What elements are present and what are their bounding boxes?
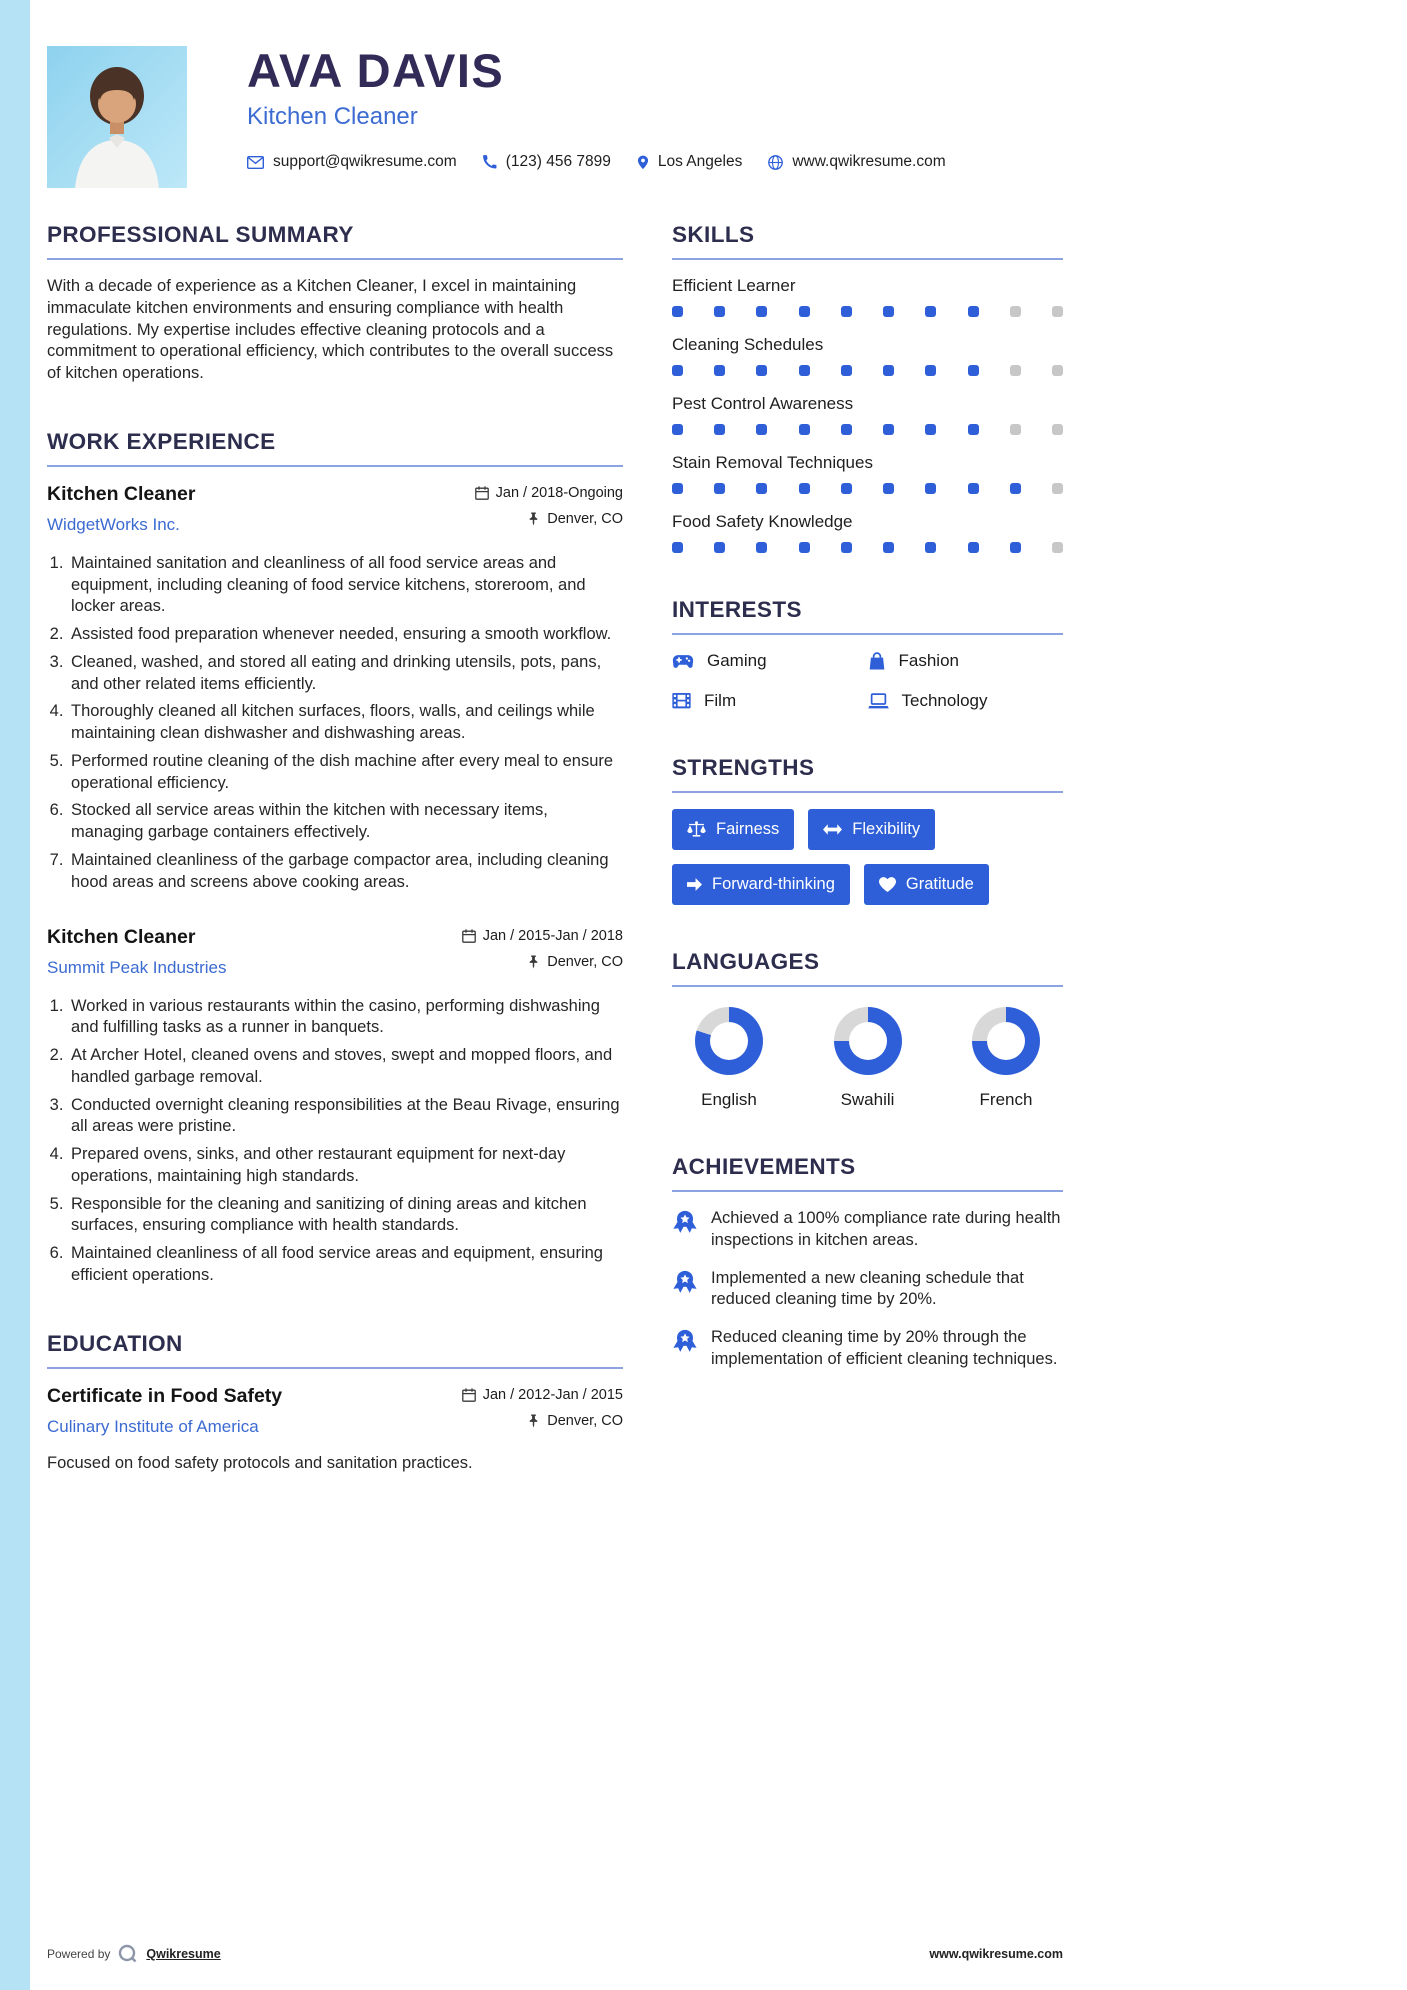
section-languages — [672, 949, 1063, 1110]
skill-rating — [672, 542, 1063, 553]
skill-item — [672, 335, 1063, 376]
skill-dot — [714, 424, 725, 435]
contact-website — [768, 153, 945, 171]
double-arrow-icon — [823, 824, 842, 835]
skill-dot — [756, 483, 767, 494]
skill-rating — [672, 424, 1063, 435]
summary-text: With a decade of experience as a Kitchen Cleaner, I excel in maintaining immaculate kitchen environments and ensuring compliance with health regulations. My expertise includes effective cleaning protocols and a commitment to operational efficiency, which contributes to the overall success of kitchen operations. — [47, 277, 614, 383]
skill-dot — [841, 483, 852, 494]
website-text[interactable]: www.qwikresume.com — [792, 153, 946, 171]
skill-label: Pest Control Awareness — [672, 394, 854, 413]
skill-dot — [841, 365, 852, 376]
language-label: Swahili — [840, 1090, 895, 1109]
skill-dot — [841, 424, 852, 435]
job-meta — [462, 926, 623, 980]
skill-dot — [925, 424, 936, 435]
strength-chip — [672, 864, 850, 905]
strengths-heading: STRENGTHS — [672, 755, 1063, 793]
skill-dot — [1010, 483, 1021, 494]
skill-dot — [1052, 483, 1063, 494]
footer-website: www.qwikresume.com — [929, 1947, 1063, 1961]
company-name: WidgetWorks Inc. — [47, 514, 180, 534]
job-bullet: 3. Conducted overnight cleaning responsibilities at the Beau Rivage, ensuring all areas were pristine. — [68, 1095, 623, 1139]
skill-item — [672, 394, 1063, 435]
language-donut — [834, 1007, 902, 1075]
gamepad-icon — [672, 654, 694, 669]
skill-dot — [1052, 306, 1063, 317]
skill-dot — [968, 365, 979, 376]
skill-dot — [925, 483, 936, 494]
job-bullet: 6. Stocked all service areas within the kitchen with necessary items, managing garbage containers effectively. — [68, 800, 623, 844]
left-accent-strip — [0, 0, 30, 1990]
skill-label: Cleaning Schedules — [672, 335, 824, 354]
strength-chip — [808, 809, 935, 850]
job-title: Kitchen Cleaner — [47, 482, 196, 505]
skill-item — [672, 276, 1063, 317]
qwikresume-link[interactable]: Qwikresume — [146, 1947, 221, 1961]
award-icon — [672, 1329, 698, 1355]
summary-heading: PROFESSIONAL SUMMARY — [47, 222, 623, 260]
job-bullet: 3. Cleaned, washed, and stored all eating and drinking utensils, pots, pans, and other related items efficiently. — [68, 652, 623, 696]
section-professional-summary — [47, 222, 623, 385]
globe-icon — [768, 155, 783, 170]
job-bullet: 6. Maintained cleanliness of all food service areas and equipment, ensuring efficient operations. — [68, 1243, 623, 1287]
job-entry — [47, 926, 623, 1287]
job-bullet: 2. At Archer Hotel, cleaned ovens and stoves, swept and mopped floors, and handled garbage removal. — [68, 1045, 623, 1089]
skills-heading: SKILLS — [672, 222, 1063, 260]
language-donut — [972, 1007, 1040, 1075]
pushpin-icon — [527, 955, 540, 969]
laptop-icon — [868, 693, 889, 709]
job-bullet: 5. Performed routine cleaning of the dish machine after every meal to ensure operational efficiency. — [68, 751, 623, 795]
location-pin-icon — [637, 155, 649, 170]
education-location-text: Denver, CO — [547, 1412, 623, 1429]
job-bullets — [47, 553, 623, 894]
education-dates — [462, 1387, 623, 1403]
education-header — [47, 1385, 623, 1439]
skill-dot — [883, 483, 894, 494]
achievement-item — [672, 1327, 1063, 1371]
achievement-item — [672, 1208, 1063, 1252]
education-location — [462, 1413, 623, 1429]
interest-label: Fashion — [898, 651, 959, 670]
job-title-block — [47, 926, 227, 978]
skill-dot — [799, 365, 810, 376]
skill-dot — [672, 483, 683, 494]
skill-dot — [883, 424, 894, 435]
skill-dot — [672, 365, 683, 376]
phone-icon — [483, 155, 497, 169]
languages-heading: LANGUAGES — [672, 949, 1063, 987]
education-dates-text: Jan / 2012-Jan / 2015 — [482, 1386, 623, 1403]
skill-dot — [672, 306, 683, 317]
interests-heading: INTERESTS — [672, 597, 1063, 635]
skill-dot — [1010, 365, 1021, 376]
strengths-list — [672, 809, 1063, 905]
achievement-text: Reduced cleaning time by 20% through the implementation of efficient cleaning techniques. — [711, 1328, 1058, 1368]
section-achievements — [672, 1154, 1063, 1371]
skill-dot — [925, 542, 936, 553]
skill-dot — [1010, 542, 1021, 553]
skill-dot — [714, 542, 725, 553]
skill-dot — [883, 306, 894, 317]
skill-label: Efficient Learner — [672, 276, 796, 295]
interest-label: Technology — [901, 691, 988, 710]
contact-phone — [483, 153, 611, 171]
education-entry — [47, 1385, 623, 1475]
job-title-block — [47, 483, 195, 535]
language-item — [815, 1007, 921, 1110]
location-text: Los Angeles — [657, 153, 743, 171]
strength-label: Forward-thinking — [712, 875, 835, 893]
skill-label: Food Safety Knowledge — [672, 512, 853, 531]
left-column — [47, 222, 623, 1519]
job-bullet: 1. Worked in various restaurants within the casino, performing dishwashing and fulfilling tasks as a runner in banquets. — [68, 996, 623, 1040]
contact-location — [637, 153, 742, 171]
school-name: Culinary Institute of America — [47, 1416, 259, 1436]
contact-email — [247, 153, 457, 171]
skill-dot — [799, 483, 810, 494]
pushpin-icon — [527, 512, 540, 526]
main-columns — [47, 222, 1063, 1519]
interests-grid — [672, 651, 1063, 711]
strength-chip — [672, 809, 794, 850]
job-bullet: 4. Thoroughly cleaned all kitchen surfaces, floors, walls, and ceilings while maintaining clean dishwasher and dishwashing areas. — [68, 701, 623, 745]
job-bullet: 7. Maintained cleanliness of the garbage compactor area, including cleaning hood areas and screens above cooking areas. — [68, 850, 623, 894]
job-location-text: Denver, CO — [547, 510, 623, 527]
skill-item — [672, 512, 1063, 553]
language-item — [676, 1007, 782, 1110]
section-education — [47, 1331, 623, 1475]
header — [47, 46, 1063, 188]
skill-dot — [925, 365, 936, 376]
skill-rating — [672, 483, 1063, 494]
calendar-icon — [462, 929, 476, 943]
skill-dot — [1010, 424, 1021, 435]
skill-dot — [1010, 306, 1021, 317]
interest-item — [868, 691, 1064, 711]
skill-dot — [799, 306, 810, 317]
skill-dot — [841, 542, 852, 553]
experience-heading: WORK EXPERIENCE — [47, 429, 623, 467]
strength-label: Gratitude — [905, 875, 974, 893]
phone-text: (123) 456 7899 — [505, 153, 611, 171]
section-skills — [672, 222, 1063, 553]
candidate-name: AVA DAVIS — [247, 44, 505, 97]
skill-label: Stain Removal Techniques — [672, 453, 873, 472]
right-column — [672, 222, 1063, 1519]
skill-dot — [714, 483, 725, 494]
heart-icon — [879, 877, 896, 892]
profile-photo — [47, 46, 187, 188]
strength-label: Fairness — [716, 820, 780, 838]
scale-icon — [687, 821, 706, 838]
film-icon — [672, 693, 691, 709]
job-location — [462, 954, 623, 970]
job-dates-text: Jan / 2015-Jan / 2018 — [482, 927, 623, 944]
calendar-icon — [475, 486, 489, 500]
award-icon — [672, 1210, 698, 1236]
footer-left — [47, 1944, 221, 1964]
profile-photo-image — [47, 46, 187, 188]
skill-dot — [968, 483, 979, 494]
skill-dot — [1052, 365, 1063, 376]
job-bullet: 5. Responsible for the cleaning and sanitizing of dining areas and kitchen surfaces, ensuring compliance with health standards. — [68, 1194, 623, 1238]
education-meta — [462, 1385, 623, 1439]
skill-rating — [672, 365, 1063, 376]
strength-label: Flexibility — [852, 820, 921, 838]
calendar-icon — [462, 1388, 476, 1402]
qwikresume-logo-icon — [118, 1944, 138, 1964]
job-bullet: 4. Prepared ovens, sinks, and other restaurant equipment for next-day operations, maintaining high standards. — [68, 1144, 623, 1188]
skill-dot — [756, 365, 767, 376]
education-note: Focused on food safety protocols and sanitation practices. — [47, 1453, 473, 1472]
skill-dot — [756, 424, 767, 435]
job-location-text: Denver, CO — [547, 953, 623, 970]
skill-dot — [883, 365, 894, 376]
skill-dot — [756, 306, 767, 317]
skill-dot — [714, 365, 725, 376]
achievements-heading: ACHIEVEMENTS — [672, 1154, 1063, 1192]
award-icon — [672, 1270, 698, 1296]
job-header — [47, 926, 623, 980]
interest-label: Gaming — [707, 651, 767, 670]
job-bullet: 1. Maintained sanitation and cleanliness of all food service areas and equipment, including cleaning of food service kitchens, storeroom, and locker areas. — [68, 553, 623, 618]
degree-title: Certificate in Food Safety — [47, 1384, 283, 1407]
company-name: Summit Peak Industries — [47, 957, 227, 977]
skill-dot — [672, 424, 683, 435]
skill-dot — [841, 306, 852, 317]
skill-dot — [672, 542, 683, 553]
job-bullet: 2. Assisted food preparation whenever needed, ensuring a smooth workflow. — [68, 624, 623, 646]
skill-dot — [714, 306, 725, 317]
skill-dot — [968, 424, 979, 435]
job-title: Kitchen Cleaner — [47, 925, 196, 948]
language-item — [953, 1007, 1059, 1110]
education-title-block — [47, 1385, 282, 1437]
contact-row — [247, 153, 946, 171]
job-dates — [475, 485, 623, 501]
candidate-title: Kitchen Cleaner — [247, 103, 418, 131]
interest-label: Film — [704, 691, 737, 710]
job-dates — [462, 928, 623, 944]
job-header — [47, 483, 623, 537]
skill-dot — [968, 542, 979, 553]
job-meta — [475, 483, 623, 537]
language-label: French — [979, 1090, 1033, 1109]
job-bullets — [47, 996, 623, 1287]
achievement-text: Implemented a new cleaning schedule that reduced cleaning time by 20%. — [711, 1268, 1024, 1309]
strength-chip — [864, 864, 989, 905]
skill-dot — [1052, 424, 1063, 435]
languages-list — [672, 1003, 1063, 1110]
pushpin-icon — [527, 1414, 540, 1428]
education-heading: EDUCATION — [47, 1331, 623, 1369]
interest-item — [868, 651, 1064, 671]
skill-dot — [799, 542, 810, 553]
email-text[interactable]: support@qwikresume.com — [273, 153, 457, 171]
language-donut — [695, 1007, 763, 1075]
bag-icon — [868, 652, 886, 670]
skill-dot — [756, 542, 767, 553]
interest-item — [672, 691, 868, 711]
footer — [47, 1944, 1063, 1964]
job-dates-text: Jan / 2018-Ongoing — [495, 484, 623, 501]
resume-page — [47, 0, 1063, 1519]
skill-dot — [799, 424, 810, 435]
language-label: English — [701, 1090, 757, 1109]
email-icon — [247, 156, 264, 169]
skill-dot — [883, 542, 894, 553]
section-work-experience — [47, 429, 623, 1287]
interest-item — [672, 651, 868, 671]
powered-by-label: Powered by — [47, 1947, 111, 1961]
skill-dot — [1052, 542, 1063, 553]
arrow-right-icon — [687, 878, 702, 891]
skill-rating — [672, 306, 1063, 317]
skill-dot — [925, 306, 936, 317]
achievement-text: Achieved a 100% compliance rate during health inspections in kitchen areas. — [711, 1209, 1061, 1249]
skill-item — [672, 453, 1063, 494]
achievement-item — [672, 1268, 1063, 1312]
header-text — [247, 46, 946, 188]
section-interests — [672, 597, 1063, 711]
job-location — [475, 511, 623, 527]
section-strengths — [672, 755, 1063, 905]
job-entry — [47, 483, 623, 894]
skill-dot — [968, 306, 979, 317]
